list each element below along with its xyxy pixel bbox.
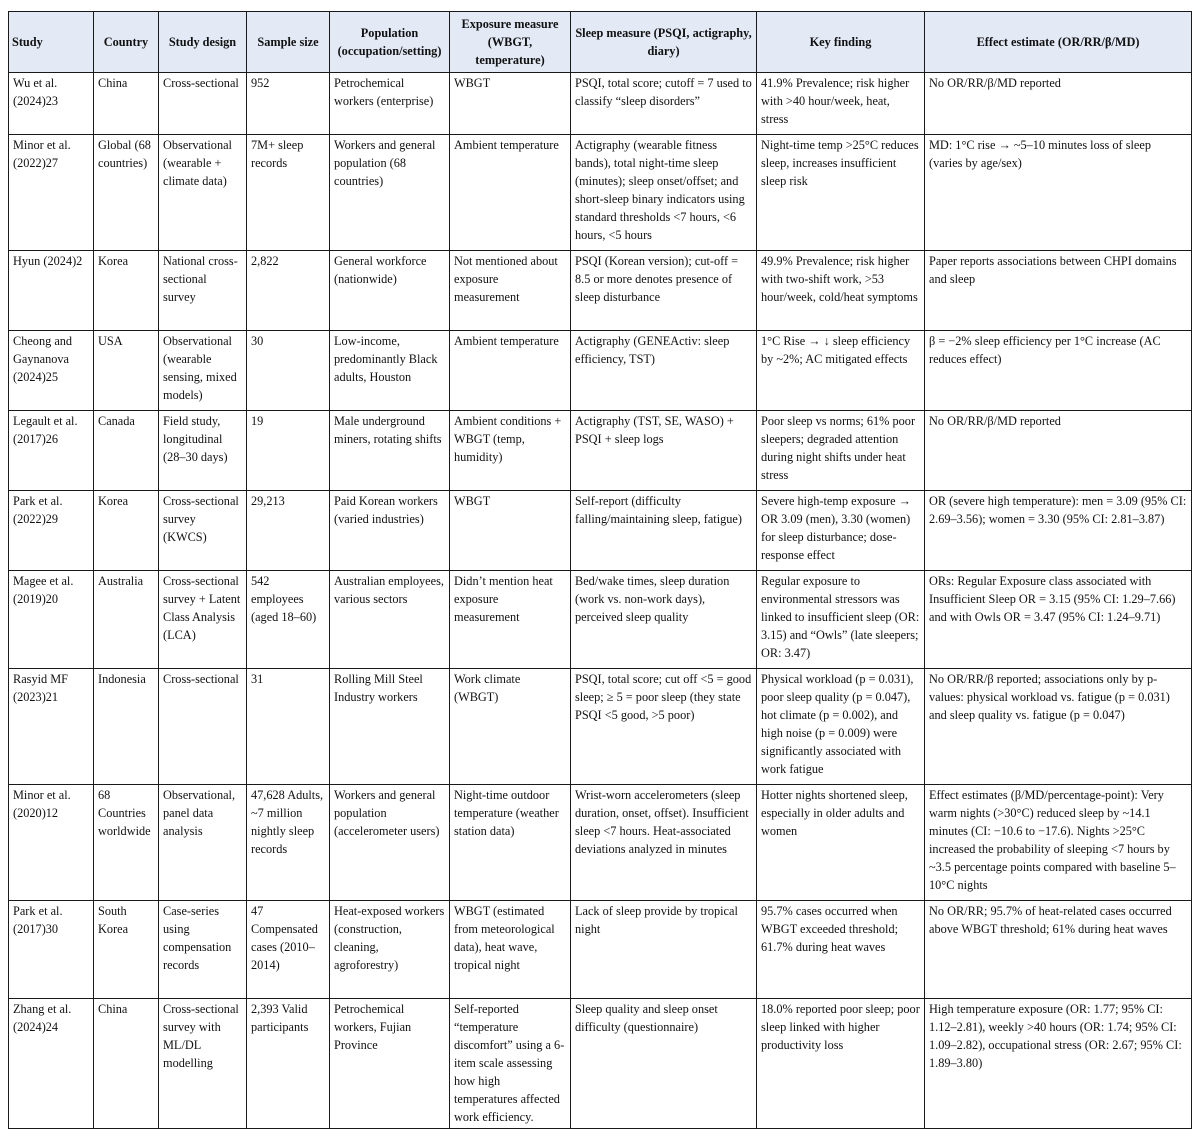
header-population: Population (occupation/setting)	[330, 12, 450, 73]
cell-study: Zhang et al. (2024)24	[9, 999, 94, 1129]
cell-study: Magee et al. (2019)20	[9, 571, 94, 669]
cell-sleep-measure: Actigraphy (TST, SE, WASO) + PSQI + sleep logs	[571, 411, 757, 491]
cell-design: Cross-sectional survey with ML/DL modelling	[159, 999, 247, 1129]
header-row	[9, 12, 1192, 73]
cell-finding: 1°C Rise → ↓ sleep efficiency by ~2%; AC mitigated effects	[757, 331, 925, 411]
cell-country: 68 Countries worldwide	[94, 785, 159, 901]
cell-sample: 30	[247, 331, 330, 411]
cell-effect: No OR/RR; 95.7% of heat-related cases occurred above WBGT threshold; 61% during heat waves	[925, 901, 1192, 999]
table-row	[9, 571, 1192, 669]
cell-exposure: WBGT	[450, 491, 571, 571]
table-row	[9, 999, 1192, 1129]
header-study: Study	[9, 12, 94, 73]
cell-effect: No OR/RR/β/MD reported	[925, 411, 1192, 491]
cell-design: Observational, panel data analysis	[159, 785, 247, 901]
cell-sample: 47,628 Adults, ~7 million nightly sleep records	[247, 785, 330, 901]
cell-study: Park et al. (2017)30	[9, 901, 94, 999]
cell-country: China	[94, 73, 159, 135]
header-effect-estimate: Effect estimate (OR/RR/β/MD)	[925, 12, 1192, 73]
cell-finding: Severe high-temp exposure → OR 3.09 (men), 3.30 (women) for sleep disturbance; dose-response effect	[757, 491, 925, 571]
cell-exposure: Self-reported “temperature discomfort” using a 6-item scale assessing how high temperatures affected work efficiency.	[450, 999, 571, 1129]
cell-population: Workers and general population (68 countries)	[330, 135, 450, 251]
cell-population: Rolling Mill Steel Industry workers	[330, 669, 450, 785]
cell-sleep-measure: Wrist-worn accelerometers (sleep duration, onset, offset). Insufficient sleep <7 hours. Heat-associated deviations analyzed in minutes	[571, 785, 757, 901]
table-row	[9, 135, 1192, 251]
table-row	[9, 73, 1192, 135]
cell-effect: β = −2% sleep efficiency per 1°C increase (AC reduces effect)	[925, 331, 1192, 411]
cell-sample: 2,393 Valid participants	[247, 999, 330, 1129]
cell-finding: Regular exposure to environmental stressors was linked to insufficient sleep (OR: 3.15) and “Owls” (late sleepers; OR: 3.47)	[757, 571, 925, 669]
cell-study: Cheong and Gaynanova (2024)25	[9, 331, 94, 411]
cell-design: Field study, longitudinal (28–30 days)	[159, 411, 247, 491]
cell-effect: Effect estimates (β/MD/percentage-point): Very warm nights (>30°C) reduced sleep by ~14.1 minutes (CI: −10.6 to −17.6). Nights >25°C increased the probability of sleeping <7 hours by ~3.5 percentage points compared with baseline 5–10°C nights	[925, 785, 1192, 901]
cell-design: Observational (wearable sensing, mixed models)	[159, 331, 247, 411]
cell-exposure: Ambient temperature	[450, 331, 571, 411]
cell-finding: 18.0% reported poor sleep; poor sleep linked with higher productivity loss	[757, 999, 925, 1129]
cell-country: Global (68 countries)	[94, 135, 159, 251]
cell-exposure: Work climate (WBGT)	[450, 669, 571, 785]
cell-country: Australia	[94, 571, 159, 669]
cell-population: General workforce (nationwide)	[330, 251, 450, 331]
cell-population: Heat-exposed workers (construction, cleaning, agroforestry)	[330, 901, 450, 999]
cell-population: Petrochemical workers (enterprise)	[330, 73, 450, 135]
cell-finding: 95.7% cases occurred when WBGT exceeded threshold; 61.7% during heat waves	[757, 901, 925, 999]
cell-exposure: WBGT (estimated from meteorological data), heat wave, tropical night	[450, 901, 571, 999]
cell-finding: Hotter nights shortened sleep, especially in older adults and women	[757, 785, 925, 901]
table-row	[9, 785, 1192, 901]
table-row	[9, 901, 1192, 999]
cell-sample: 47 Compensated cases (2010–2014)	[247, 901, 330, 999]
cell-sleep-measure: Actigraphy (wearable fitness bands), total night-time sleep (minutes); sleep onset/offset; and short-sleep binary indicators using standard thresholds <7 hours, <6 hours, <5 hours	[571, 135, 757, 251]
cell-design: Case-series using compensation records	[159, 901, 247, 999]
table-row	[9, 669, 1192, 785]
study-table	[8, 11, 1192, 1129]
cell-effect: No OR/RR/β reported; associations only by p-values: physical workload vs. fatigue (p = 0.031) and sleep quality vs. fatigue (p = 0.047)	[925, 669, 1192, 785]
cell-design: National cross-sectional survey	[159, 251, 247, 331]
cell-population: Australian employees, various sectors	[330, 571, 450, 669]
cell-population: Paid Korean workers (varied industries)	[330, 491, 450, 571]
cell-population: Male underground miners, rotating shifts	[330, 411, 450, 491]
cell-sleep-measure: Bed/wake times, sleep duration (work vs. non-work days), perceived sleep quality	[571, 571, 757, 669]
table-row	[9, 251, 1192, 331]
cell-study: Legault et al. (2017)26	[9, 411, 94, 491]
cell-study: Rasyid MF (2023)21	[9, 669, 94, 785]
cell-exposure: WBGT	[450, 73, 571, 135]
cell-country: Korea	[94, 251, 159, 331]
cell-design: Cross-sectional	[159, 73, 247, 135]
cell-sleep-measure: Actigraphy (GENEActiv: sleep efficiency, TST)	[571, 331, 757, 411]
table-header	[9, 12, 1192, 73]
cell-exposure: Didn’t mention heat exposure measurement	[450, 571, 571, 669]
cell-exposure: Ambient conditions + WBGT (temp, humidity)	[450, 411, 571, 491]
cell-finding: Night-time temp >25°C reduces sleep, increases insufficient sleep risk	[757, 135, 925, 251]
cell-sample: 7M+ sleep records	[247, 135, 330, 251]
cell-effect: Paper reports associations between CHPI domains and sleep	[925, 251, 1192, 331]
cell-sample: 19	[247, 411, 330, 491]
cell-finding: 41.9% Prevalence; risk higher with >40 hour/week, heat, stress	[757, 73, 925, 135]
cell-design: Observational (wearable + climate data)	[159, 135, 247, 251]
cell-study: Minor et al. (2022)27	[9, 135, 94, 251]
cell-sample: 542 employees (aged 18–60)	[247, 571, 330, 669]
cell-country: Indonesia	[94, 669, 159, 785]
cell-study: Wu et al. (2024)23	[9, 73, 94, 135]
cell-exposure: Night-time outdoor temperature (weather station data)	[450, 785, 571, 901]
cell-finding: Poor sleep vs norms; 61% poor sleepers; degraded attention during night shifts under heat stress	[757, 411, 925, 491]
cell-sample: 952	[247, 73, 330, 135]
cell-finding: Physical workload (p = 0.031), poor sleep quality (p = 0.047), hot climate (p = 0.002), and high noise (p = 0.009) were significantly associated with work fatigue	[757, 669, 925, 785]
cell-sleep-measure: PSQI (Korean version); cut-off = 8.5 or more denotes presence of sleep disturbance	[571, 251, 757, 331]
table-body	[9, 73, 1192, 1129]
table-row	[9, 331, 1192, 411]
cell-effect: OR (severe high temperature): men = 3.09 (95% CI: 2.69–3.56); women = 3.30 (95% CI: 2.81–3.87)	[925, 491, 1192, 571]
cell-design: Cross-sectional	[159, 669, 247, 785]
cell-sleep-measure: Self-report (difficulty falling/maintaining sleep, fatigue)	[571, 491, 757, 571]
header-sleep-measure: Sleep measure (PSQI, actigraphy, diary)	[571, 12, 757, 73]
header-key-finding: Key finding	[757, 12, 925, 73]
cell-effect: No OR/RR/β/MD reported	[925, 73, 1192, 135]
cell-population: Low-income, predominantly Black adults, Houston	[330, 331, 450, 411]
cell-population: Petrochemical workers, Fujian Province	[330, 999, 450, 1129]
cell-sleep-measure: Lack of sleep provide by tropical night	[571, 901, 757, 999]
cell-effect: ORs: Regular Exposure class associated with Insufficient Sleep OR = 3.15 (95% CI: 1.29–7.66) and with Owls OR = 3.47 (95% CI: 1.24–9.71)	[925, 571, 1192, 669]
cell-country: South Korea	[94, 901, 159, 999]
cell-study: Hyun (2024)2	[9, 251, 94, 331]
header-sample-size: Sample size	[247, 12, 330, 73]
header-study-design: Study design	[159, 12, 247, 73]
cell-design: Cross-sectional survey + Latent Class Analysis (LCA)	[159, 571, 247, 669]
cell-country: China	[94, 999, 159, 1129]
cell-sample: 29,213	[247, 491, 330, 571]
header-country: Country	[94, 12, 159, 73]
cell-country: Canada	[94, 411, 159, 491]
cell-design: Cross-sectional survey (KWCS)	[159, 491, 247, 571]
cell-country: Korea	[94, 491, 159, 571]
cell-finding: 49.9% Prevalence; risk higher with two-shift work, >53 hour/week, cold/heat symptoms	[757, 251, 925, 331]
cell-exposure: Not mentioned about exposure measurement	[450, 251, 571, 331]
cell-study: Minor et al. (2020)12	[9, 785, 94, 901]
table-row	[9, 491, 1192, 571]
cell-study: Park et al. (2022)29	[9, 491, 94, 571]
cell-sleep-measure: PSQI, total score; cutoff = 7 used to classify “sleep disorders”	[571, 73, 757, 135]
cell-sleep-measure: Sleep quality and sleep onset difficulty (questionnaire)	[571, 999, 757, 1129]
cell-population: Workers and general population (accelerometer users)	[330, 785, 450, 901]
cell-sample: 2,822	[247, 251, 330, 331]
cell-exposure: Ambient temperature	[450, 135, 571, 251]
table-container	[8, 11, 1192, 1129]
cell-sample: 31	[247, 669, 330, 785]
table-row	[9, 411, 1192, 491]
cell-country: USA	[94, 331, 159, 411]
cell-effect: MD: 1°C rise → ~5–10 minutes loss of sleep (varies by age/sex)	[925, 135, 1192, 251]
cell-effect: High temperature exposure (OR: 1.77; 95% CI: 1.12–2.81), weekly >40 hours (OR: 1.74; 95% CI: 1.09–2.82), occupational stress (OR: 2.67; 95% CI: 1.89–3.80)	[925, 999, 1192, 1129]
header-exposure-measure: Exposure measure (WBGT, temperature)	[450, 12, 571, 73]
cell-sleep-measure: PSQI, total score; cut off <5 = good sleep; ≥ 5 = poor sleep (they state PSQI <5 good, >5 poor)	[571, 669, 757, 785]
